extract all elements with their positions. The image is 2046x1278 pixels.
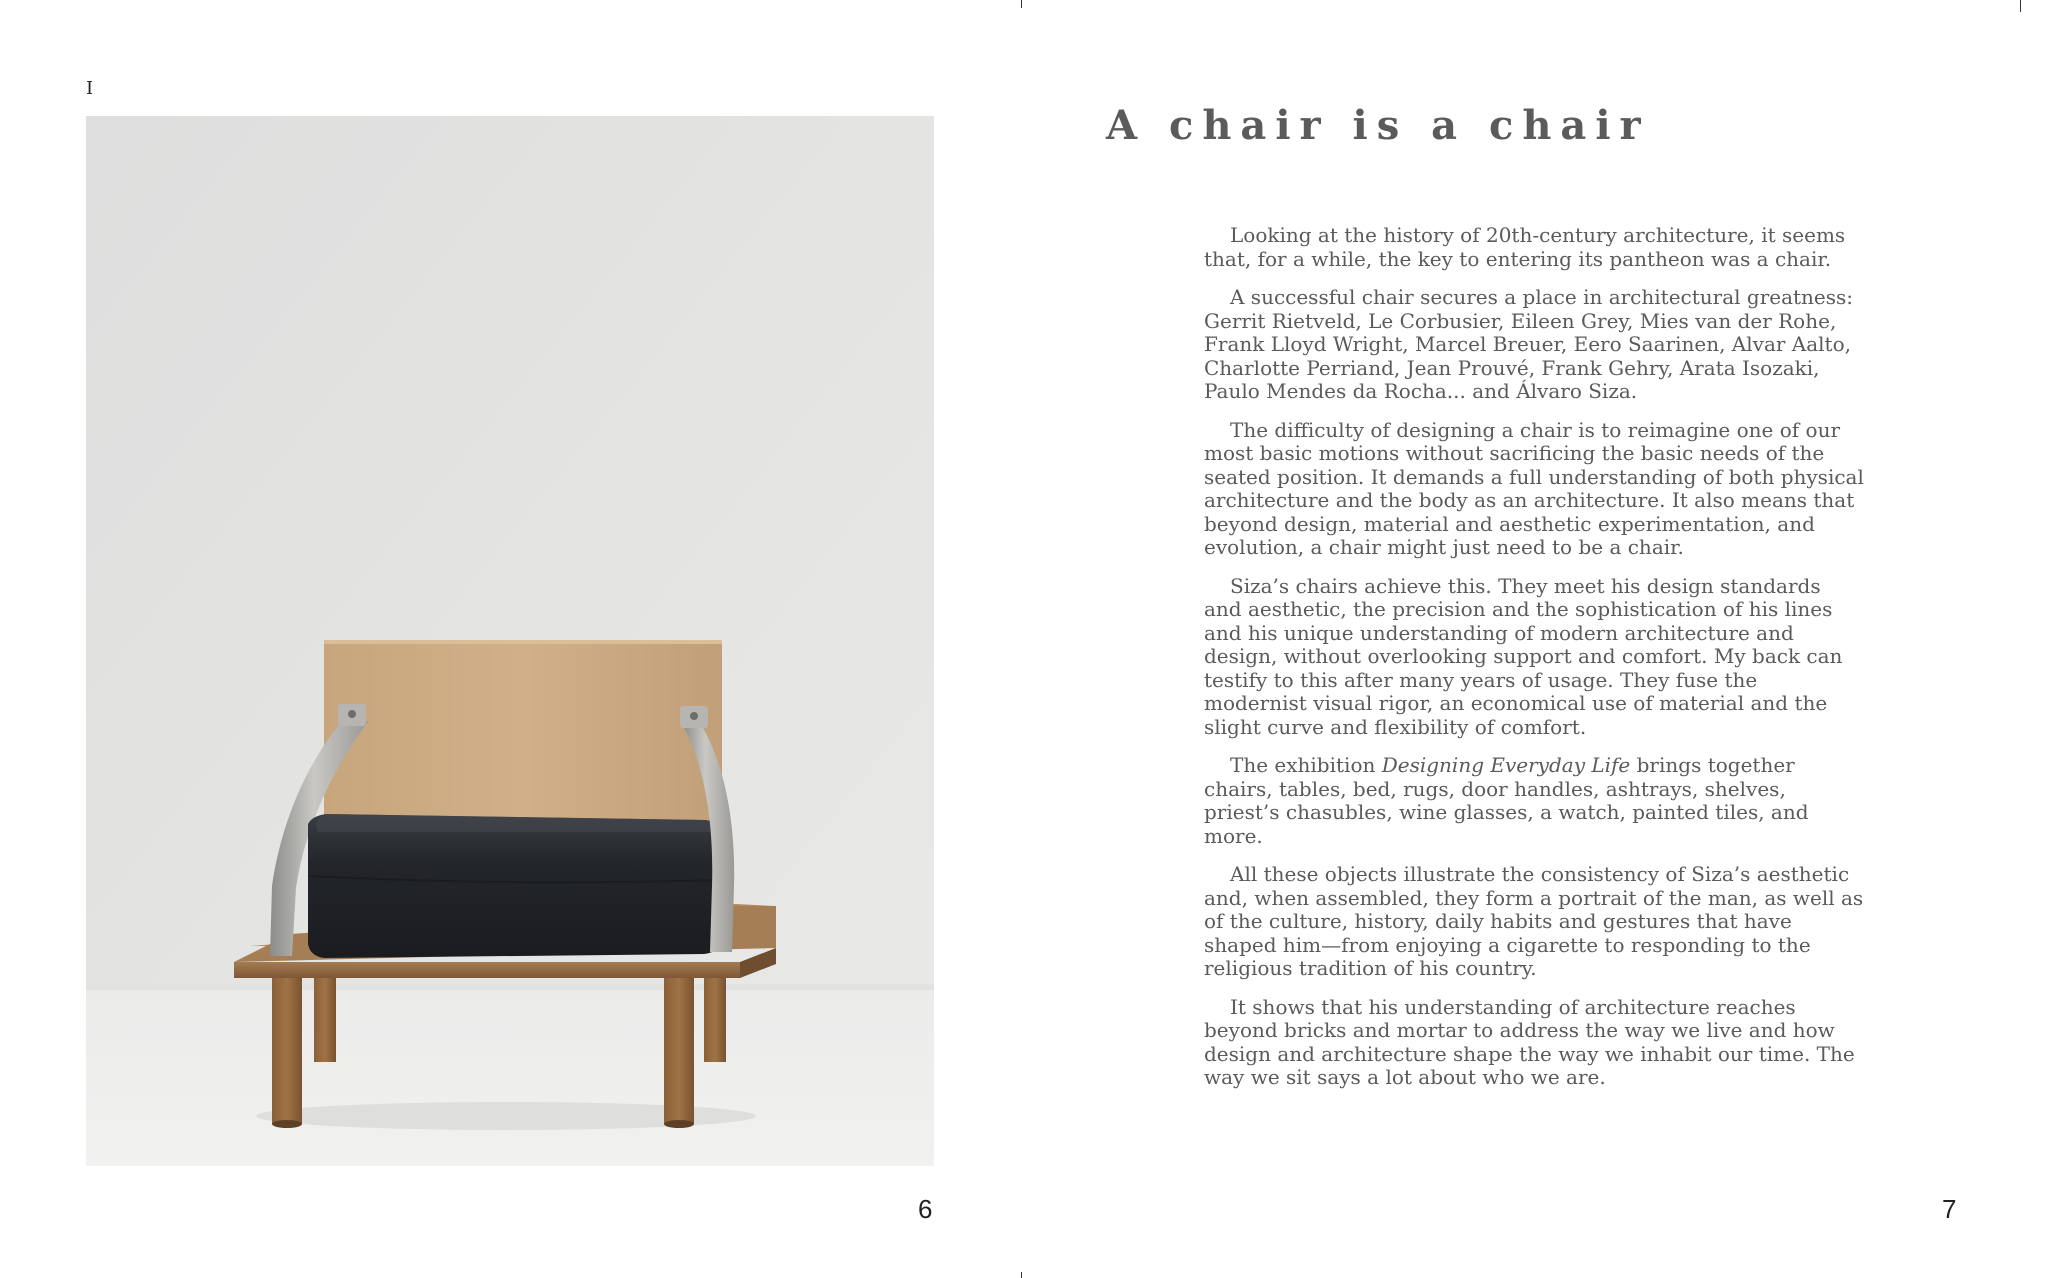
article-body [1204,224,1864,1105]
paragraph-7: It shows that his understanding of architecture reaches beyond bricks and mortar to address the way we live and how design and architecture shape the way we inhabit our time. The way we sit says a lot about who we are. [1204,994,1855,1089]
crop-mark-right [2020,0,2021,12]
paragraph-2: A successful chair secures a place in architectural greatness: Gerrit Rietveld, Le Corbusier, Eileen Grey, Mies van der Rohe, Frank Lloyd Wright, Marcel Breuer, Eero Saarinen, Alvar Aalto, Charlotte Perriand, Jean Prouvé, Frank Gehry, Arata Isozaki, Paulo Mendes da Rocha... and Álvaro Siza. [1204,285,1854,403]
paragraph-5-after: brings together chairs, tables, bed, rugs, door handles, ashtrays, shelves, priest’s chasubles, wine glasses, a watch, painted tiles, and more. [1204,753,1809,848]
paragraph-1: Looking at the history of 20th-century architecture, it seems that, for a while, the key to entering its pantheon was a chair. [1204,223,1846,271]
section-marker: I [86,78,94,99]
exhibition-title: Designing Everyday Life [1381,753,1631,777]
paragraph-6: All these objects illustrate the consistency of Siza’s aesthetic and, when assembled, they form a portrait of the man, as well as of the culture, history, daily habits and gestures that have shaped him—from enjoying a cigarette to responding to the religious tradition of his country. [1204,862,1864,980]
page-title: A chair is a chair [1106,102,1650,149]
page-number-right: 7 [1942,1194,1957,1224]
paragraph-5 [1204,754,1864,848]
chair-photo [86,116,934,1166]
paragraph-4: Siza’s chairs achieve this. They meet his design standards and aesthetic, the precision and the sophistication of his lines and his unique understanding of modern architecture and design, without overlooking support and comfort. My back can testify to this after many years of usage. They fuse the modernist visual rigor, an economical use of material and the slight curve and flexibility of comfort. [1204,573,1843,739]
crop-mark-bottom [1021,1272,1022,1278]
paragraph-5-before: The exhibition [1230,753,1382,777]
crop-mark-top [1021,0,1022,8]
page-number-left: 6 [918,1194,933,1224]
paragraph-3: The difficulty of designing a chair is to reimagine one of our most basic motions without sacrificing the basic needs of the seated position. It demands a full understanding of both physical architecture and the body as an architecture. It also means that beyond design, material and aesthetic experimentation, and evolution, a chair might just need to be a chair. [1204,417,1864,559]
